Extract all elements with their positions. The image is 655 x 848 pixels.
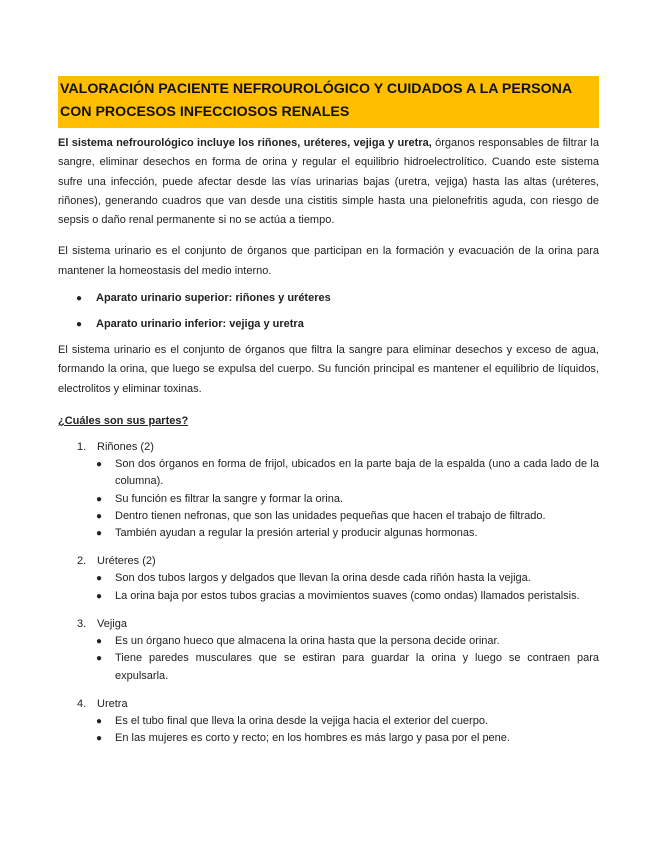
part-title (58, 615, 599, 633)
part-title-text: Uretra (97, 697, 128, 710)
list-item (58, 315, 599, 334)
list-item (58, 508, 599, 525)
bullet-icon: ● (96, 458, 103, 470)
part-number: 4. (77, 697, 87, 710)
list-item (58, 456, 599, 491)
list-item-text: Tiene paredes musculares que se estiran para guardar la orina y luego se contraen para expulsarla. (115, 652, 599, 682)
bullet-icon: ● (96, 636, 103, 648)
list-item (58, 289, 599, 308)
list-item (58, 588, 599, 605)
part-detail-list (58, 456, 599, 542)
list-item-text: Son dos órganos en forma de frijol, ubicados en la parte baja de la espalda (uno a cada lado de la columna). (115, 457, 599, 488)
list-item (58, 650, 599, 685)
part-detail-list (58, 713, 599, 748)
list-item (58, 730, 599, 747)
parts-list (58, 438, 599, 748)
part-title-text: Riñones (2) (97, 440, 154, 453)
intro-bold-text: El sistema nefrourológico incluye los riñones, uréteres, vejiga y uretra, (58, 137, 432, 149)
bullet-icon: ● (96, 590, 103, 602)
intro-paragraph (58, 134, 599, 230)
list-item-text: Aparato urinario superior: riñones y uréteres (96, 292, 331, 305)
list-item (58, 491, 599, 508)
part-number: 3. (77, 618, 87, 631)
urinary-system-list (58, 289, 599, 334)
bullet-icon: ● (76, 293, 83, 305)
part-title (58, 695, 599, 713)
bullet-icon: ● (96, 573, 103, 585)
part-ureters (58, 552, 599, 605)
list-item (58, 570, 599, 587)
part-kidneys (58, 438, 599, 542)
bullet-icon: ● (76, 319, 83, 331)
urinary-system-paragraph: El sistema urinario es el conjunto de órganos que participan en la formación y evacuación de la orina para mantener la homeostasis del medio interno. (58, 245, 599, 277)
bullet-icon: ● (96, 528, 103, 540)
list-item-text: Es un órgano hueco que almacena la orina hasta que la persona decide orinar. (115, 635, 500, 648)
list-item-text: También ayudan a regular la presión arterial y producir algunas hormonas. (115, 527, 478, 540)
bullet-icon: ● (96, 510, 103, 522)
bullet-icon: ● (96, 653, 103, 665)
document-title: VALORACIÓN PACIENTE NEFROUROLÓGICO Y CUIDADOS A LA PERSONA CON PROCESOS INFECCIOSOS RENALES (60, 81, 572, 120)
bullet-icon: ● (96, 733, 103, 745)
title-banner (58, 76, 599, 128)
part-title (58, 438, 599, 456)
list-item-text: La orina baja por estos tubos gracias a movimientos suaves (como ondas) llamados peristalsis. (115, 589, 580, 602)
part-detail-list (58, 633, 599, 685)
bullet-icon: ● (96, 493, 103, 505)
list-item (58, 525, 599, 542)
part-title-text: Vejiga (97, 618, 127, 631)
part-urethra (58, 695, 599, 748)
part-title (58, 552, 599, 570)
part-title-text: Uréteres (2) (97, 555, 156, 568)
document-page (58, 76, 599, 758)
list-item-text: Su función es filtrar la sangre y formar la orina. (115, 492, 344, 505)
part-bladder (58, 615, 599, 685)
list-item-text: Es el tubo final que lleva la orina desde la vejiga hacia el exterior del cuerpo. (115, 714, 489, 727)
list-item-text: Son dos tubos largos y delgados que llevan la orina desde cada riñón hasta la vejiga. (115, 572, 531, 585)
list-item (58, 633, 599, 650)
list-item-text: Dentro tienen nefronas, que son las unidades pequeñas que hacen el trabajo de filtrado. (115, 509, 546, 522)
part-number: 1. (77, 440, 87, 453)
part-detail-list (58, 570, 599, 605)
parts-heading: ¿Cuáles son sus partes? (58, 414, 189, 427)
list-item-text: Aparato urinario inferior: vejiga y uretra (96, 318, 304, 331)
list-item (58, 713, 599, 730)
part-number: 2. (77, 555, 87, 568)
bullet-icon: ● (96, 715, 103, 727)
function-paragraph: El sistema urinario es el conjunto de órganos que filtra la sangre para eliminar desechos y exceso de agua, formando la orina, que luego se expulsa del cuerpo. Su función principal es mantener el equilibrio de líquidos, electrolitos y eliminar toxinas. (58, 344, 599, 395)
list-item-text: En las mujeres es corto y recto; en los hombres es más largo y pasa por el pene. (115, 732, 510, 745)
intro-text: órganos responsables de filtrar la sangre, eliminar desechos en forma de orina y regular el equilibrio hidroelectrolítico. Cuando este sistema sufre una infección, puede afectar desde las vías urinarias bajas (uretra, vejiga) hasta las altas (uréteres, riñones), generando cuadros que van desde una cistitis simple hasta una pielonefritis aguda, con riesgo de sepsis o daño renal permanente si no se actúa a tiempo. (58, 137, 599, 227)
